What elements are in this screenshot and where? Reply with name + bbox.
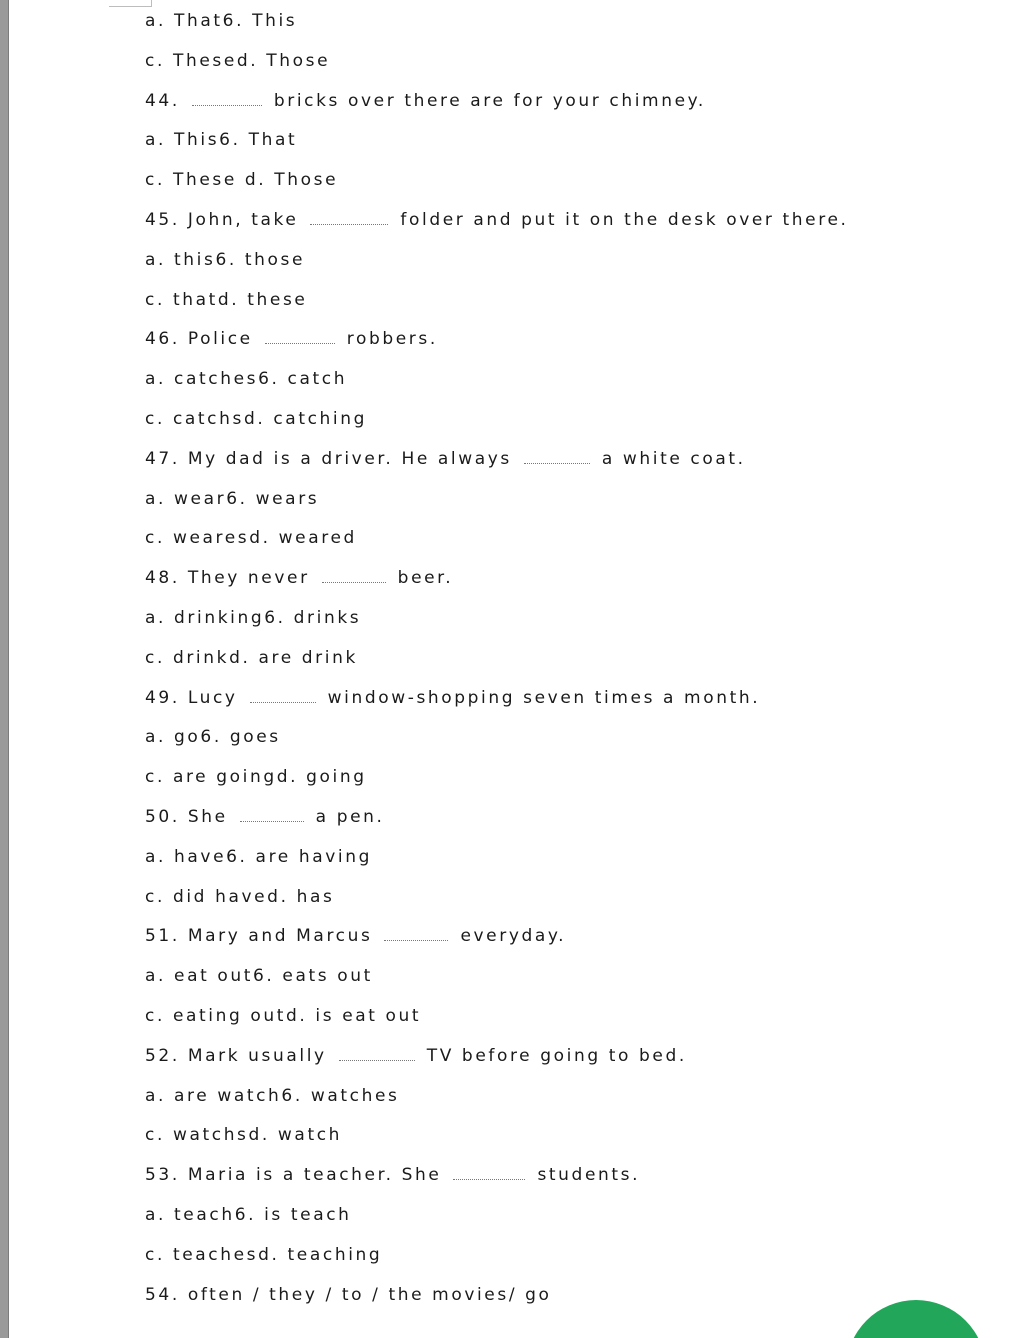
answer-blank [250,688,316,703]
question-line [145,681,849,721]
question-text-end: robbers. [338,329,438,350]
question-line [145,1158,849,1198]
option-line: c. catchsd. catching [145,408,367,429]
option-line: a. wear6. wears [145,488,320,509]
option-line: c. drinkd. are drink [145,647,358,668]
question-text-end: TV before going to bed. [418,1045,687,1066]
question-text-end: students. [529,1165,641,1186]
question-text-start: 52. Mark usually [145,1045,335,1066]
question-text-end: everyday. [452,926,567,947]
option-line: a. That6. This [145,11,298,31]
option-line: c. are goingd. going [145,767,367,788]
answer-blank [384,926,448,941]
option-line: a. this6. those [145,249,306,270]
question-line [145,442,849,482]
option-line: c. thatd. these [145,289,308,310]
option-line: 54. often / they / to / the movies/ go [145,1284,552,1305]
answer-blank [240,807,304,822]
document-page[interactable] [9,0,1024,1338]
question-text-start: 47. My dad is a driver. He always [145,448,520,469]
option-line: c. eating outd. is eat out [145,1005,422,1026]
option-line: c. watchsd. watch [145,1125,343,1146]
option-line: a. catches6. catch [145,369,348,390]
question-line [145,322,849,362]
answer-blank [265,329,335,344]
answer-blank [192,91,262,106]
question-text-end: a pen. [307,806,385,827]
question-text-start: 48. They never [145,568,318,589]
option-line: c. did haved. has [145,886,335,907]
option-line: c. These d. Those [145,170,339,191]
option-line: a. have6. are having [145,846,372,867]
answer-blank [339,1046,415,1061]
question-line [145,203,849,243]
question-text-end: folder and put it on the desk over there. [392,209,849,230]
question-line [145,919,849,959]
question-text-start: 49. Lucy [145,687,246,708]
question-line [145,84,849,124]
option-line: a. This6. That [145,130,298,151]
answer-blank [524,449,590,464]
option-line: a. are watch6. watches [145,1085,400,1106]
question-text-start: 46. Police [145,329,261,350]
option-line: a. drinking6. drinks [145,607,362,628]
question-text-end: bricks over there are for your chimney. [265,90,706,111]
question-text-end: window-shopping seven times a month. [319,687,761,708]
question-line [145,1039,849,1079]
option-line: c. wearesd. weared [145,528,357,549]
question-text-start: 44. [145,90,188,111]
question-text-start: 50. She [145,806,236,827]
left-gutter [0,0,9,1338]
question-line [145,561,849,601]
exercise-lines [145,4,849,1317]
option-line: a. go6. goes [145,727,281,748]
option-line: a. eat out6. eats out [145,966,373,987]
question-line [145,800,849,840]
answer-blank [453,1165,525,1180]
answer-blank [322,568,386,583]
question-text-end: beer. [389,568,454,589]
question-text-start: 51. Mary and Marcus [145,926,381,947]
option-line: c. Thesed. Those [145,50,331,71]
question-text-end: a white coat. [593,448,746,469]
option-line: a. teach6. is teach [145,1204,352,1225]
question-text-start: 53. Maria is a teacher. She [145,1165,450,1186]
question-text-start: 45. John, take [145,209,307,230]
option-line: c. teachesd. teaching [145,1244,383,1265]
answer-blank [310,210,388,225]
